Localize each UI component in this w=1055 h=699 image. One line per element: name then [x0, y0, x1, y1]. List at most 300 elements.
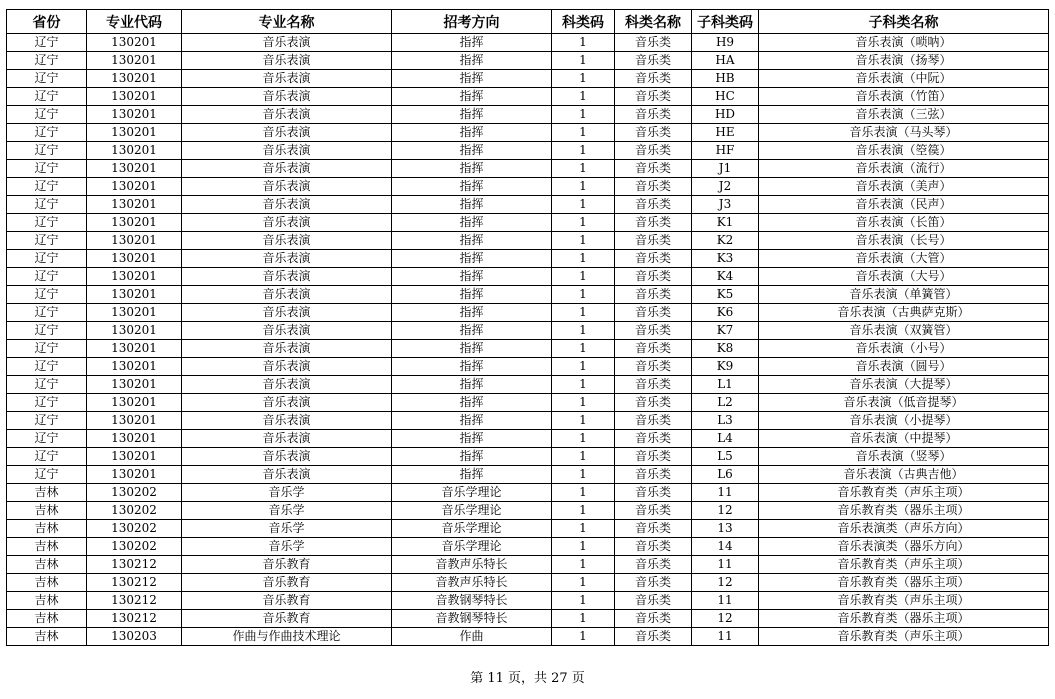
cell-major-name: 音乐学	[182, 538, 392, 556]
cell-category-name: 音乐类	[615, 340, 692, 358]
cell-province: 辽宁	[7, 304, 87, 322]
cell-category-code: 1	[552, 466, 615, 484]
table-row	[7, 232, 1049, 250]
header-row	[7, 10, 1049, 34]
header-category-code: 科类码	[552, 10, 615, 34]
cell-subcategory-code: L3	[692, 412, 759, 430]
table-row	[7, 52, 1049, 70]
cell-category-name: 音乐类	[615, 592, 692, 610]
table-row	[7, 466, 1049, 484]
cell-category-code: 1	[552, 448, 615, 466]
cell-subcategory-code: HF	[692, 142, 759, 160]
table-row	[7, 88, 1049, 106]
table-row	[7, 520, 1049, 538]
cell-direction: 指挥	[392, 268, 552, 286]
cell-province: 辽宁	[7, 250, 87, 268]
cell-major-code: 130201	[87, 340, 182, 358]
cell-subcategory-code: 12	[692, 610, 759, 628]
cell-category-name: 音乐类	[615, 124, 692, 142]
cell-major-name: 音乐学	[182, 484, 392, 502]
cell-direction: 指挥	[392, 448, 552, 466]
cell-category-name: 音乐类	[615, 250, 692, 268]
cell-category-name: 音乐类	[615, 268, 692, 286]
cell-direction: 音教钢琴特长	[392, 610, 552, 628]
cell-direction: 音乐学理论	[392, 520, 552, 538]
table-row	[7, 628, 1049, 646]
cell-subcategory-name: 音乐表演（竹笛）	[759, 88, 1049, 106]
cell-major-code: 130212	[87, 610, 182, 628]
cell-major-name: 音乐教育	[182, 556, 392, 574]
header-category-name: 科类名称	[615, 10, 692, 34]
cell-subcategory-name: 音乐表演（三弦）	[759, 106, 1049, 124]
cell-major-name: 音乐表演	[182, 412, 392, 430]
cell-direction: 指挥	[392, 142, 552, 160]
cell-subcategory-code: 12	[692, 574, 759, 592]
cell-direction: 音教钢琴特长	[392, 592, 552, 610]
cell-direction: 音乐学理论	[392, 484, 552, 502]
cell-subcategory-name: 音乐表演（民声）	[759, 196, 1049, 214]
table-row	[7, 556, 1049, 574]
table-row	[7, 322, 1049, 340]
cell-direction: 指挥	[392, 250, 552, 268]
cell-subcategory-name: 音乐表演（美声）	[759, 178, 1049, 196]
cell-category-name: 音乐类	[615, 160, 692, 178]
cell-direction: 指挥	[392, 358, 552, 376]
cell-province: 吉林	[7, 574, 87, 592]
cell-subcategory-name: 音乐表演（大号）	[759, 268, 1049, 286]
table-row	[7, 304, 1049, 322]
cell-subcategory-name: 音乐表演（小号）	[759, 340, 1049, 358]
cell-subcategory-code: J1	[692, 160, 759, 178]
table-row	[7, 196, 1049, 214]
cell-category-name: 音乐类	[615, 520, 692, 538]
cell-subcategory-code: J2	[692, 178, 759, 196]
cell-category-code: 1	[552, 520, 615, 538]
cell-major-name: 音乐教育	[182, 610, 392, 628]
cell-subcategory-name: 音乐表演（古典吉他）	[759, 466, 1049, 484]
table-row	[7, 268, 1049, 286]
cell-province: 吉林	[7, 520, 87, 538]
cell-major-code: 130201	[87, 142, 182, 160]
cell-category-code: 1	[552, 70, 615, 88]
cell-major-name: 音乐表演	[182, 376, 392, 394]
cell-major-name: 音乐教育	[182, 574, 392, 592]
cell-subcategory-code: H9	[692, 34, 759, 52]
cell-province: 辽宁	[7, 52, 87, 70]
cell-subcategory-name: 音乐教育类（器乐主项）	[759, 610, 1049, 628]
cell-category-name: 音乐类	[615, 448, 692, 466]
cell-category-name: 音乐类	[615, 466, 692, 484]
header-subcategory-name: 子科类名称	[759, 10, 1049, 34]
table-row	[7, 106, 1049, 124]
cell-direction: 指挥	[392, 322, 552, 340]
cell-major-name: 音乐表演	[182, 286, 392, 304]
cell-category-name: 音乐类	[615, 304, 692, 322]
cell-major-name: 音乐表演	[182, 304, 392, 322]
cell-major-code: 130201	[87, 250, 182, 268]
cell-subcategory-code: K3	[692, 250, 759, 268]
cell-major-code: 130201	[87, 394, 182, 412]
cell-direction: 音乐学理论	[392, 502, 552, 520]
cell-province: 吉林	[7, 484, 87, 502]
cell-subcategory-code: HB	[692, 70, 759, 88]
cell-major-code: 130201	[87, 106, 182, 124]
cell-major-code: 130201	[87, 160, 182, 178]
cell-subcategory-name: 音乐表演（竖琴）	[759, 448, 1049, 466]
cell-category-code: 1	[552, 502, 615, 520]
cell-subcategory-code: 14	[692, 538, 759, 556]
cell-subcategory-code: 11	[692, 556, 759, 574]
cell-subcategory-code: 12	[692, 502, 759, 520]
cell-province: 辽宁	[7, 448, 87, 466]
table-row	[7, 142, 1049, 160]
cell-major-code: 130201	[87, 286, 182, 304]
cell-province: 辽宁	[7, 394, 87, 412]
cell-subcategory-name: 音乐教育类（器乐主项）	[759, 502, 1049, 520]
cell-direction: 指挥	[392, 466, 552, 484]
cell-category-code: 1	[552, 160, 615, 178]
cell-category-code: 1	[552, 124, 615, 142]
cell-subcategory-code: L1	[692, 376, 759, 394]
table-row	[7, 358, 1049, 376]
cell-direction: 指挥	[392, 196, 552, 214]
cell-subcategory-name: 音乐表演（流行）	[759, 160, 1049, 178]
cell-major-code: 130201	[87, 376, 182, 394]
cell-category-code: 1	[552, 232, 615, 250]
cell-major-code: 130203	[87, 628, 182, 646]
table-row	[7, 160, 1049, 178]
table-row	[7, 178, 1049, 196]
cell-major-code: 130201	[87, 88, 182, 106]
cell-subcategory-name: 音乐教育类（声乐主项）	[759, 592, 1049, 610]
cell-category-code: 1	[552, 610, 615, 628]
cell-province: 吉林	[7, 556, 87, 574]
cell-major-code: 130201	[87, 70, 182, 88]
cell-direction: 音教声乐特长	[392, 556, 552, 574]
cell-category-name: 音乐类	[615, 52, 692, 70]
cell-category-name: 音乐类	[615, 394, 692, 412]
cell-major-name: 音乐表演	[182, 142, 392, 160]
cell-province: 辽宁	[7, 178, 87, 196]
cell-major-code: 130201	[87, 214, 182, 232]
cell-province: 辽宁	[7, 142, 87, 160]
table-row	[7, 592, 1049, 610]
table-row	[7, 34, 1049, 52]
cell-direction: 指挥	[392, 160, 552, 178]
cell-major-name: 作曲与作曲技术理论	[182, 628, 392, 646]
cell-subcategory-code: HD	[692, 106, 759, 124]
cell-major-name: 音乐表演	[182, 196, 392, 214]
cell-major-code: 130201	[87, 178, 182, 196]
cell-major-code: 130201	[87, 430, 182, 448]
cell-major-name: 音乐表演	[182, 70, 392, 88]
table-row	[7, 340, 1049, 358]
cell-major-name: 音乐表演	[182, 124, 392, 142]
cell-category-code: 1	[552, 34, 615, 52]
cell-category-code: 1	[552, 592, 615, 610]
cell-province: 吉林	[7, 592, 87, 610]
cell-subcategory-code: J3	[692, 196, 759, 214]
cell-direction: 指挥	[392, 340, 552, 358]
header-province: 省份	[7, 10, 87, 34]
cell-subcategory-code: K4	[692, 268, 759, 286]
cell-subcategory-code: 11	[692, 592, 759, 610]
cell-subcategory-code: 13	[692, 520, 759, 538]
cell-major-name: 音乐表演	[182, 466, 392, 484]
cell-category-name: 音乐类	[615, 214, 692, 232]
cell-category-code: 1	[552, 52, 615, 70]
cell-direction: 作曲	[392, 628, 552, 646]
cell-category-code: 1	[552, 268, 615, 286]
cell-subcategory-name: 音乐教育类（声乐主项）	[759, 628, 1049, 646]
cell-category-name: 音乐类	[615, 142, 692, 160]
cell-category-code: 1	[552, 286, 615, 304]
cell-category-code: 1	[552, 484, 615, 502]
cell-province: 辽宁	[7, 268, 87, 286]
cell-subcategory-name: 音乐表演（大管）	[759, 250, 1049, 268]
page-footer: 第 11 页，共 27 页	[470, 671, 585, 686]
cell-category-code: 1	[552, 304, 615, 322]
cell-province: 辽宁	[7, 88, 87, 106]
cell-subcategory-code: K9	[692, 358, 759, 376]
cell-major-name: 音乐表演	[182, 250, 392, 268]
cell-category-code: 1	[552, 214, 615, 232]
cell-major-code: 130202	[87, 502, 182, 520]
cell-category-name: 音乐类	[615, 106, 692, 124]
cell-category-code: 1	[552, 322, 615, 340]
table-row	[7, 610, 1049, 628]
cell-subcategory-code: 11	[692, 628, 759, 646]
cell-category-name: 音乐类	[615, 88, 692, 106]
cell-subcategory-name: 音乐教育类（器乐主项）	[759, 574, 1049, 592]
cell-subcategory-name: 音乐表演（单簧管）	[759, 286, 1049, 304]
cell-direction: 指挥	[392, 88, 552, 106]
cell-category-name: 音乐类	[615, 538, 692, 556]
cell-major-name: 音乐表演	[182, 340, 392, 358]
cell-category-code: 1	[552, 142, 615, 160]
cell-major-name: 音乐表演	[182, 394, 392, 412]
cell-major-name: 音乐表演	[182, 214, 392, 232]
table-row	[7, 538, 1049, 556]
cell-direction: 指挥	[392, 70, 552, 88]
cell-category-code: 1	[552, 250, 615, 268]
cell-category-name: 音乐类	[615, 628, 692, 646]
cell-subcategory-name: 音乐表演（扬琴）	[759, 52, 1049, 70]
cell-direction: 指挥	[392, 52, 552, 70]
cell-direction: 指挥	[392, 214, 552, 232]
cell-subcategory-name: 音乐表演（唢呐）	[759, 34, 1049, 52]
cell-category-code: 1	[552, 430, 615, 448]
table-row	[7, 502, 1049, 520]
cell-province: 辽宁	[7, 286, 87, 304]
cell-category-name: 音乐类	[615, 322, 692, 340]
cell-category-code: 1	[552, 340, 615, 358]
table-row	[7, 412, 1049, 430]
cell-subcategory-name: 音乐教育类（声乐主项）	[759, 484, 1049, 502]
table-row	[7, 574, 1049, 592]
cell-category-code: 1	[552, 358, 615, 376]
cell-major-name: 音乐表演	[182, 448, 392, 466]
cell-category-code: 1	[552, 412, 615, 430]
cell-subcategory-name: 音乐表演（小提琴）	[759, 412, 1049, 430]
header-subcategory-code: 子科类码	[692, 10, 759, 34]
cell-category-name: 音乐类	[615, 412, 692, 430]
cell-subcategory-name: 音乐表演（古典萨克斯）	[759, 304, 1049, 322]
cell-subcategory-name: 音乐表演（圆号）	[759, 358, 1049, 376]
table-row	[7, 250, 1049, 268]
table-row	[7, 124, 1049, 142]
cell-subcategory-code: 11	[692, 484, 759, 502]
cell-province: 辽宁	[7, 196, 87, 214]
cell-subcategory-code: K8	[692, 340, 759, 358]
header-major-name: 专业名称	[182, 10, 392, 34]
cell-subcategory-name: 音乐表演（双簧管）	[759, 322, 1049, 340]
cell-subcategory-name: 音乐表演（箜篌）	[759, 142, 1049, 160]
cell-province: 辽宁	[7, 340, 87, 358]
cell-category-name: 音乐类	[615, 196, 692, 214]
cell-major-name: 音乐表演	[182, 106, 392, 124]
cell-subcategory-code: HA	[692, 52, 759, 70]
cell-major-name: 音乐表演	[182, 430, 392, 448]
table-row	[7, 430, 1049, 448]
cell-subcategory-code: L5	[692, 448, 759, 466]
cell-subcategory-name: 音乐表演（马头琴）	[759, 124, 1049, 142]
cell-major-code: 130201	[87, 412, 182, 430]
cell-subcategory-name: 音乐表演（中阮）	[759, 70, 1049, 88]
cell-category-code: 1	[552, 394, 615, 412]
cell-category-name: 音乐类	[615, 610, 692, 628]
cell-major-code: 130201	[87, 322, 182, 340]
cell-province: 辽宁	[7, 124, 87, 142]
cell-subcategory-code: K6	[692, 304, 759, 322]
cell-category-name: 音乐类	[615, 70, 692, 88]
cell-category-code: 1	[552, 88, 615, 106]
cell-major-name: 音乐表演	[182, 232, 392, 250]
cell-major-name: 音乐教育	[182, 592, 392, 610]
cell-subcategory-code: L4	[692, 430, 759, 448]
cell-direction: 音教声乐特长	[392, 574, 552, 592]
table-row	[7, 484, 1049, 502]
cell-major-name: 音乐表演	[182, 88, 392, 106]
cell-major-code: 130201	[87, 448, 182, 466]
cell-direction: 指挥	[392, 394, 552, 412]
cell-subcategory-name: 音乐表演（长笛）	[759, 214, 1049, 232]
table-body	[7, 34, 1049, 646]
cell-subcategory-code: L6	[692, 466, 759, 484]
cell-province: 辽宁	[7, 214, 87, 232]
cell-major-code: 130212	[87, 574, 182, 592]
cell-province: 辽宁	[7, 70, 87, 88]
cell-direction: 音乐学理论	[392, 538, 552, 556]
cell-province: 吉林	[7, 628, 87, 646]
cell-category-code: 1	[552, 106, 615, 124]
cell-province: 吉林	[7, 538, 87, 556]
cell-category-name: 音乐类	[615, 178, 692, 196]
cell-major-name: 音乐表演	[182, 52, 392, 70]
cell-major-name: 音乐学	[182, 520, 392, 538]
header-direction: 招考方向	[392, 10, 552, 34]
cell-subcategory-code: HE	[692, 124, 759, 142]
admissions-table-container	[6, 9, 1048, 646]
cell-province: 辽宁	[7, 358, 87, 376]
cell-major-code: 130202	[87, 520, 182, 538]
cell-category-code: 1	[552, 574, 615, 592]
cell-category-code: 1	[552, 178, 615, 196]
cell-direction: 指挥	[392, 34, 552, 52]
cell-province: 吉林	[7, 502, 87, 520]
cell-major-name: 音乐表演	[182, 358, 392, 376]
cell-major-code: 130201	[87, 34, 182, 52]
cell-province: 辽宁	[7, 430, 87, 448]
cell-province: 辽宁	[7, 232, 87, 250]
cell-subcategory-name: 音乐表演（大提琴）	[759, 376, 1049, 394]
cell-direction: 指挥	[392, 304, 552, 322]
cell-category-name: 音乐类	[615, 574, 692, 592]
cell-subcategory-code: K1	[692, 214, 759, 232]
cell-major-code: 130201	[87, 358, 182, 376]
cell-province: 吉林	[7, 610, 87, 628]
cell-province: 辽宁	[7, 466, 87, 484]
cell-major-code: 130201	[87, 124, 182, 142]
cell-category-name: 音乐类	[615, 376, 692, 394]
cell-category-name: 音乐类	[615, 502, 692, 520]
cell-major-code: 130201	[87, 52, 182, 70]
cell-subcategory-code: K7	[692, 322, 759, 340]
cell-category-name: 音乐类	[615, 430, 692, 448]
cell-major-code: 130201	[87, 466, 182, 484]
cell-province: 辽宁	[7, 376, 87, 394]
cell-province: 辽宁	[7, 34, 87, 52]
cell-category-name: 音乐类	[615, 286, 692, 304]
cell-major-code: 130212	[87, 592, 182, 610]
cell-direction: 指挥	[392, 286, 552, 304]
cell-direction: 指挥	[392, 430, 552, 448]
cell-province: 辽宁	[7, 160, 87, 178]
cell-subcategory-name: 音乐表演类（声乐方向）	[759, 520, 1049, 538]
cell-subcategory-name: 音乐教育类（声乐主项）	[759, 556, 1049, 574]
cell-major-code: 130201	[87, 268, 182, 286]
table-row	[7, 70, 1049, 88]
cell-major-code: 130202	[87, 484, 182, 502]
cell-major-name: 音乐表演	[182, 34, 392, 52]
cell-direction: 指挥	[392, 106, 552, 124]
table-row	[7, 448, 1049, 466]
cell-subcategory-code: HC	[692, 88, 759, 106]
cell-direction: 指挥	[392, 232, 552, 250]
cell-category-name: 音乐类	[615, 232, 692, 250]
table-row	[7, 286, 1049, 304]
cell-category-code: 1	[552, 376, 615, 394]
cell-subcategory-name: 音乐表演（中提琴）	[759, 430, 1049, 448]
cell-subcategory-name: 音乐表演类（器乐方向）	[759, 538, 1049, 556]
cell-subcategory-code: K5	[692, 286, 759, 304]
cell-province: 辽宁	[7, 412, 87, 430]
cell-category-name: 音乐类	[615, 34, 692, 52]
cell-category-name: 音乐类	[615, 358, 692, 376]
cell-province: 辽宁	[7, 106, 87, 124]
cell-major-code: 130212	[87, 556, 182, 574]
cell-direction: 指挥	[392, 412, 552, 430]
table-row	[7, 376, 1049, 394]
cell-direction: 指挥	[392, 124, 552, 142]
cell-province: 辽宁	[7, 322, 87, 340]
cell-major-name: 音乐表演	[182, 268, 392, 286]
cell-direction: 指挥	[392, 178, 552, 196]
cell-subcategory-code: L2	[692, 394, 759, 412]
cell-category-name: 音乐类	[615, 556, 692, 574]
table-row	[7, 394, 1049, 412]
cell-category-name: 音乐类	[615, 484, 692, 502]
